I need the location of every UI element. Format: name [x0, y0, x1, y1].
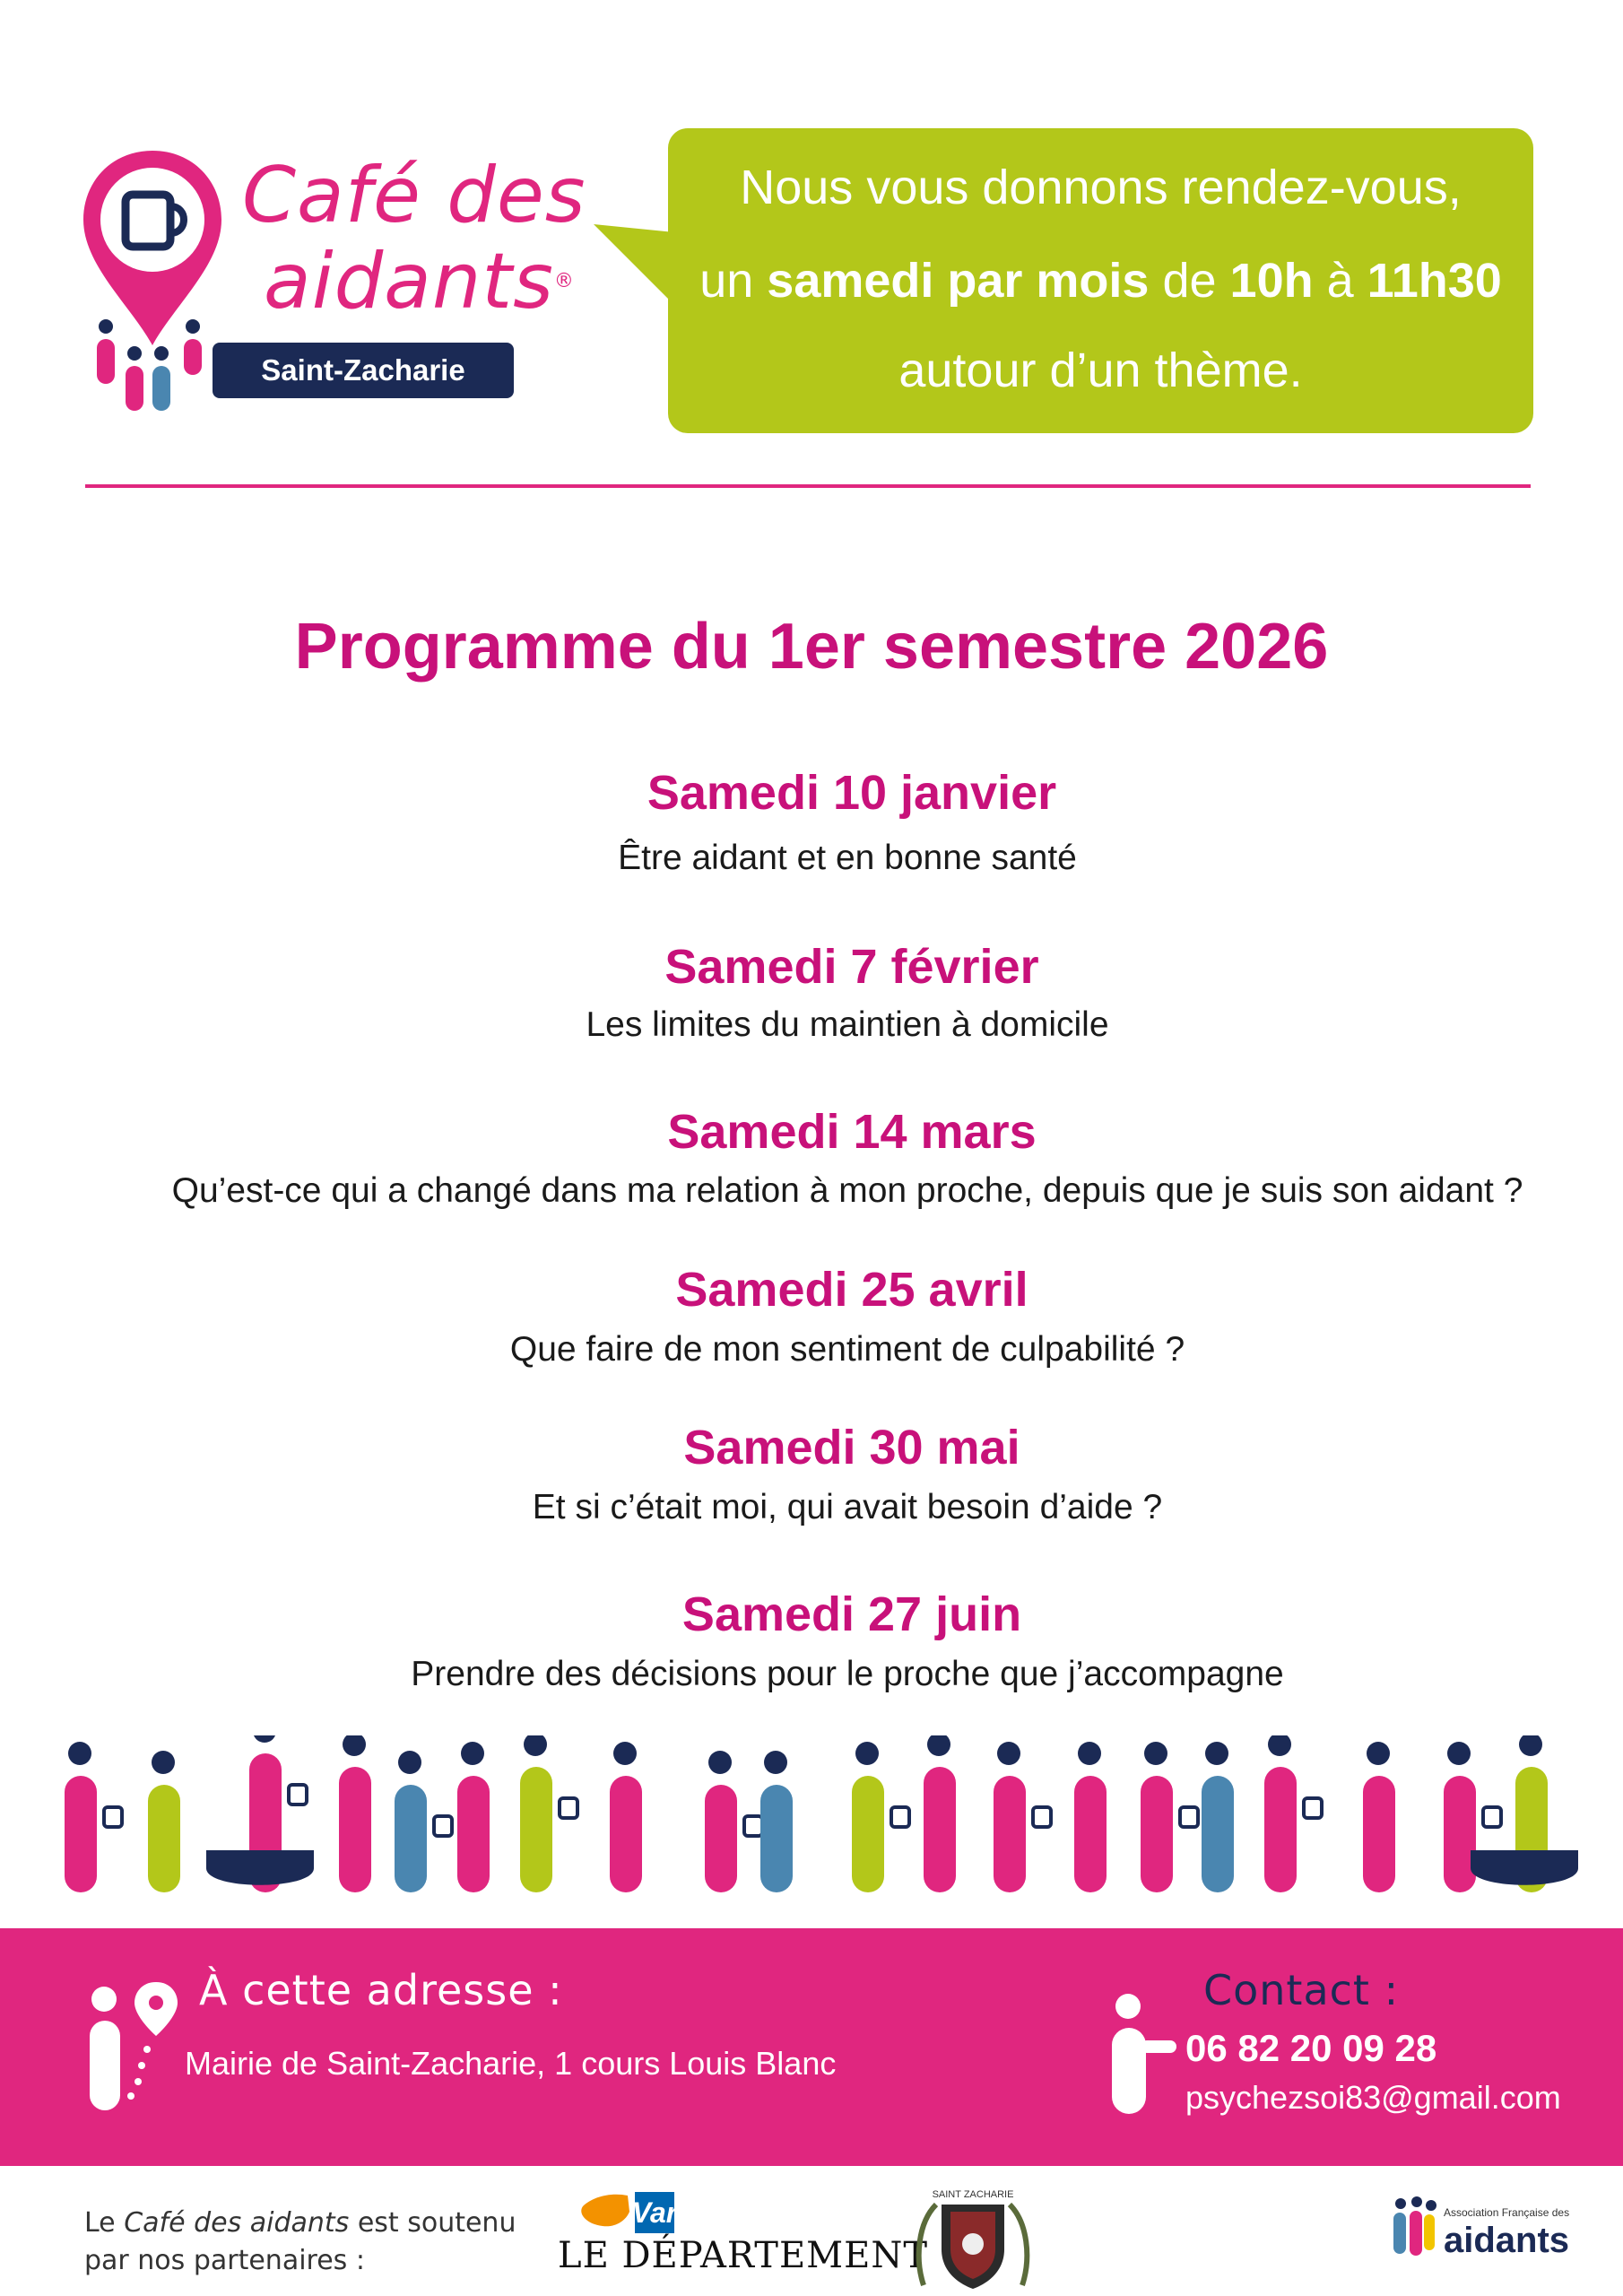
- crowd-table: [1471, 1850, 1578, 1885]
- crowd-cup-icon: [289, 1785, 307, 1805]
- logo-title: [242, 152, 586, 325]
- seal-text: SAINT ZACHARIE: [932, 2189, 1014, 2200]
- bubble-line2: un samedi par mois de 10h à 11h30: [699, 254, 1502, 308]
- crowd-head: [524, 1735, 547, 1756]
- saint-zacharie-seal: [906, 2178, 1040, 2294]
- crowd-head: [1078, 1742, 1101, 1765]
- afa-small-text: Association Française des: [1444, 2206, 1570, 2219]
- crowd-head: [1519, 1735, 1542, 1756]
- crowd-head: [152, 1751, 175, 1774]
- crowd-body: [1202, 1776, 1234, 1892]
- crowd-cup-icon: [1180, 1807, 1198, 1827]
- crowd-body: [610, 1776, 642, 1892]
- location-badge: Saint-Zacharie: [213, 343, 514, 398]
- crowd-body: [339, 1767, 371, 1892]
- crowd-head: [398, 1751, 421, 1774]
- logo-title-line2: aidants: [264, 237, 554, 326]
- crowd-table: [206, 1850, 314, 1885]
- crowd-body: [1074, 1776, 1107, 1892]
- crowd-body: [1264, 1767, 1297, 1892]
- crowd-head: [855, 1742, 879, 1765]
- session-theme-2: Les limites du maintien à domicile: [586, 1005, 1109, 1044]
- crowd-body: [457, 1776, 490, 1892]
- logo-title-line1: Café des: [242, 151, 586, 240]
- session-date-4: Samedi 25 avril: [675, 1263, 1028, 1317]
- crowd-head: [1447, 1742, 1471, 1765]
- crowd-cup-icon: [104, 1807, 122, 1827]
- session-date-6: Samedi 27 juin: [681, 1587, 1022, 1641]
- crowd-head: [461, 1742, 484, 1765]
- crowd-head: [1367, 1742, 1390, 1765]
- session-date-2: Samedi 7 février: [664, 940, 1039, 994]
- session-date-5: Samedi 30 mai: [683, 1421, 1020, 1474]
- crowd-head: [343, 1735, 366, 1756]
- person-phone-icon: [1105, 1987, 1185, 2121]
- afa-people-icon: [1381, 2193, 1444, 2265]
- contact-email: psychezsoi83@gmail.com: [1185, 2079, 1561, 2116]
- crowd-head: [613, 1742, 637, 1765]
- crowd-body: [395, 1785, 427, 1892]
- bubble-line3: autour d’un thème.: [898, 344, 1303, 397]
- crowd-body: [760, 1785, 793, 1892]
- divider: [85, 484, 1531, 488]
- crowd-body: [1444, 1776, 1476, 1892]
- var-logo-text: Var: [631, 2196, 678, 2229]
- crowd-head: [927, 1735, 950, 1756]
- crowd-body: [148, 1785, 180, 1892]
- program-title: Programme du 1er semestre 2026: [294, 611, 1329, 683]
- crowd-body: [924, 1767, 956, 1892]
- crowd-head: [764, 1751, 787, 1774]
- contact-label: Contact :: [1203, 1966, 1400, 2014]
- crowd-head: [997, 1742, 1020, 1765]
- var-logo: [556, 2188, 681, 2237]
- crowd-cup-icon: [891, 1807, 909, 1827]
- afa-big-text: aidants: [1444, 2221, 1570, 2260]
- crowd-cup-icon: [744, 1816, 762, 1836]
- contact-phone: 06 82 20 09 28: [1185, 2027, 1437, 2069]
- crowd-body: [520, 1767, 552, 1892]
- crowd-head: [1268, 1735, 1291, 1756]
- crowd-cup-icon: [434, 1816, 452, 1836]
- crowd-head: [1144, 1742, 1167, 1765]
- session-theme-6: Prendre des décisions pour le proche que j’accompagne: [411, 1655, 1284, 1693]
- crowd-cup-icon: [1483, 1807, 1501, 1827]
- crowd-head: [1205, 1742, 1228, 1765]
- crowd-body: [1141, 1776, 1173, 1892]
- session-date-3: Samedi 14 mars: [667, 1105, 1037, 1159]
- address-value: Mairie de Saint-Zacharie, 1 cours Louis Blanc: [185, 2045, 837, 2082]
- session-theme-5: Et si c’était moi, qui avait besoin d’aide ?: [532, 1488, 1163, 1526]
- crowd-cup-icon: [560, 1798, 577, 1818]
- partners-text: Le Café des aidants est soutenu par nos partenaires :: [84, 2207, 516, 2276]
- crowd-cup-icon: [1033, 1807, 1051, 1827]
- session-theme-4: Que faire de mon sentiment de culpabilité ?: [509, 1330, 1185, 1369]
- logo-people-icon: [90, 316, 215, 414]
- crowd-head: [708, 1751, 732, 1774]
- people-crowd-illustration: [36, 1735, 1587, 1897]
- session-date-1: Samedi 10 janvier: [647, 766, 1057, 820]
- session-theme-1: Être aidant et en bonne santé: [618, 839, 1077, 877]
- crowd-body: [852, 1776, 884, 1892]
- person-location-icon: [82, 1978, 181, 2121]
- bubble-line1: Nous vous donnons rendez-vous,: [740, 161, 1462, 214]
- crowd-body: [994, 1776, 1026, 1892]
- crowd-head: [253, 1735, 276, 1743]
- crowd-body: [65, 1776, 97, 1892]
- address-label: À cette adresse :: [199, 1966, 563, 2014]
- registered-mark: ®: [553, 270, 575, 292]
- crowd-head: [68, 1742, 91, 1765]
- crowd-body: [1363, 1776, 1395, 1892]
- crowd-body: [705, 1785, 737, 1892]
- crowd-cup-icon: [1304, 1798, 1322, 1818]
- departement-label: LE DÉPARTEMENT: [558, 2235, 929, 2276]
- session-theme-3: Qu’est-ce qui a changé dans ma relation à mon proche, depuis que je suis son aidant ?: [171, 1171, 1523, 1210]
